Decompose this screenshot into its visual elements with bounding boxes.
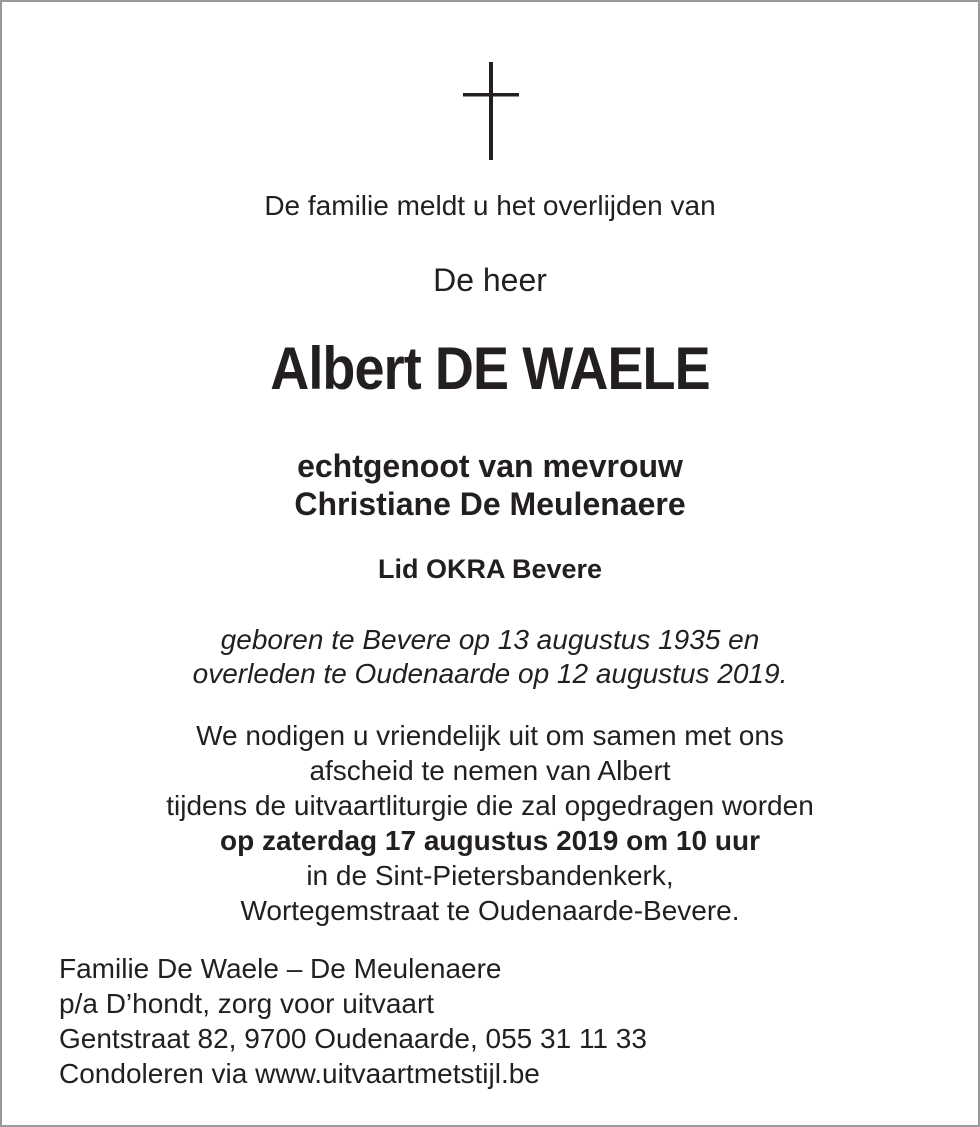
birth-line: geboren te Bevere op 13 augustus 1935 en — [220, 624, 760, 655]
invitation-line-5: in de Sint-Pietersbandenkerk, — [306, 860, 674, 891]
invitation-line-6: Wortegemstraat te Oudenaarde-Bevere. — [240, 895, 740, 926]
honorific: De heer — [433, 262, 547, 298]
undertaker-address: Gentstraat 82, 9700 Oudenaarde, 055 31 11 33 — [59, 1023, 647, 1054]
funeral-date-time: op zaterdag 17 augustus 2019 om 10 uur — [220, 825, 760, 856]
spouse-info — [0, 447, 980, 523]
undertaker: p/a D’hondt, zorg voor uitvaart — [59, 988, 435, 1019]
invitation-line-1: We nodigen u vriendelijk uit om samen met ons — [196, 720, 784, 751]
cross-icon — [461, 62, 521, 160]
spouse-line-2: Christiane De Meulenaere — [294, 486, 686, 522]
intro-text: De familie meldt u het overlijden van — [264, 190, 716, 221]
death-line: overleden te Oudenaarde op 12 augustus 2019. — [192, 658, 788, 689]
invitation-line-3: tijdens de uitvaartliturgie die zal opgedragen worden — [166, 790, 814, 821]
family-names: Familie De Waele – De Meulenaere — [59, 953, 502, 984]
deceased-name: Albert DE WAELE — [270, 335, 710, 402]
invitation-line-2: afscheid te nemen van Albert — [309, 755, 671, 786]
life-dates — [0, 623, 980, 691]
condolence-link[interactable]: Condoleren via www.uitvaartmetstijl.be — [59, 1058, 540, 1089]
funeral-invitation — [0, 718, 980, 928]
membership: Lid OKRA Bevere — [377, 554, 603, 584]
contact-block — [59, 951, 647, 1091]
spouse-line-1: echtgenoot van mevrouw — [297, 448, 683, 484]
